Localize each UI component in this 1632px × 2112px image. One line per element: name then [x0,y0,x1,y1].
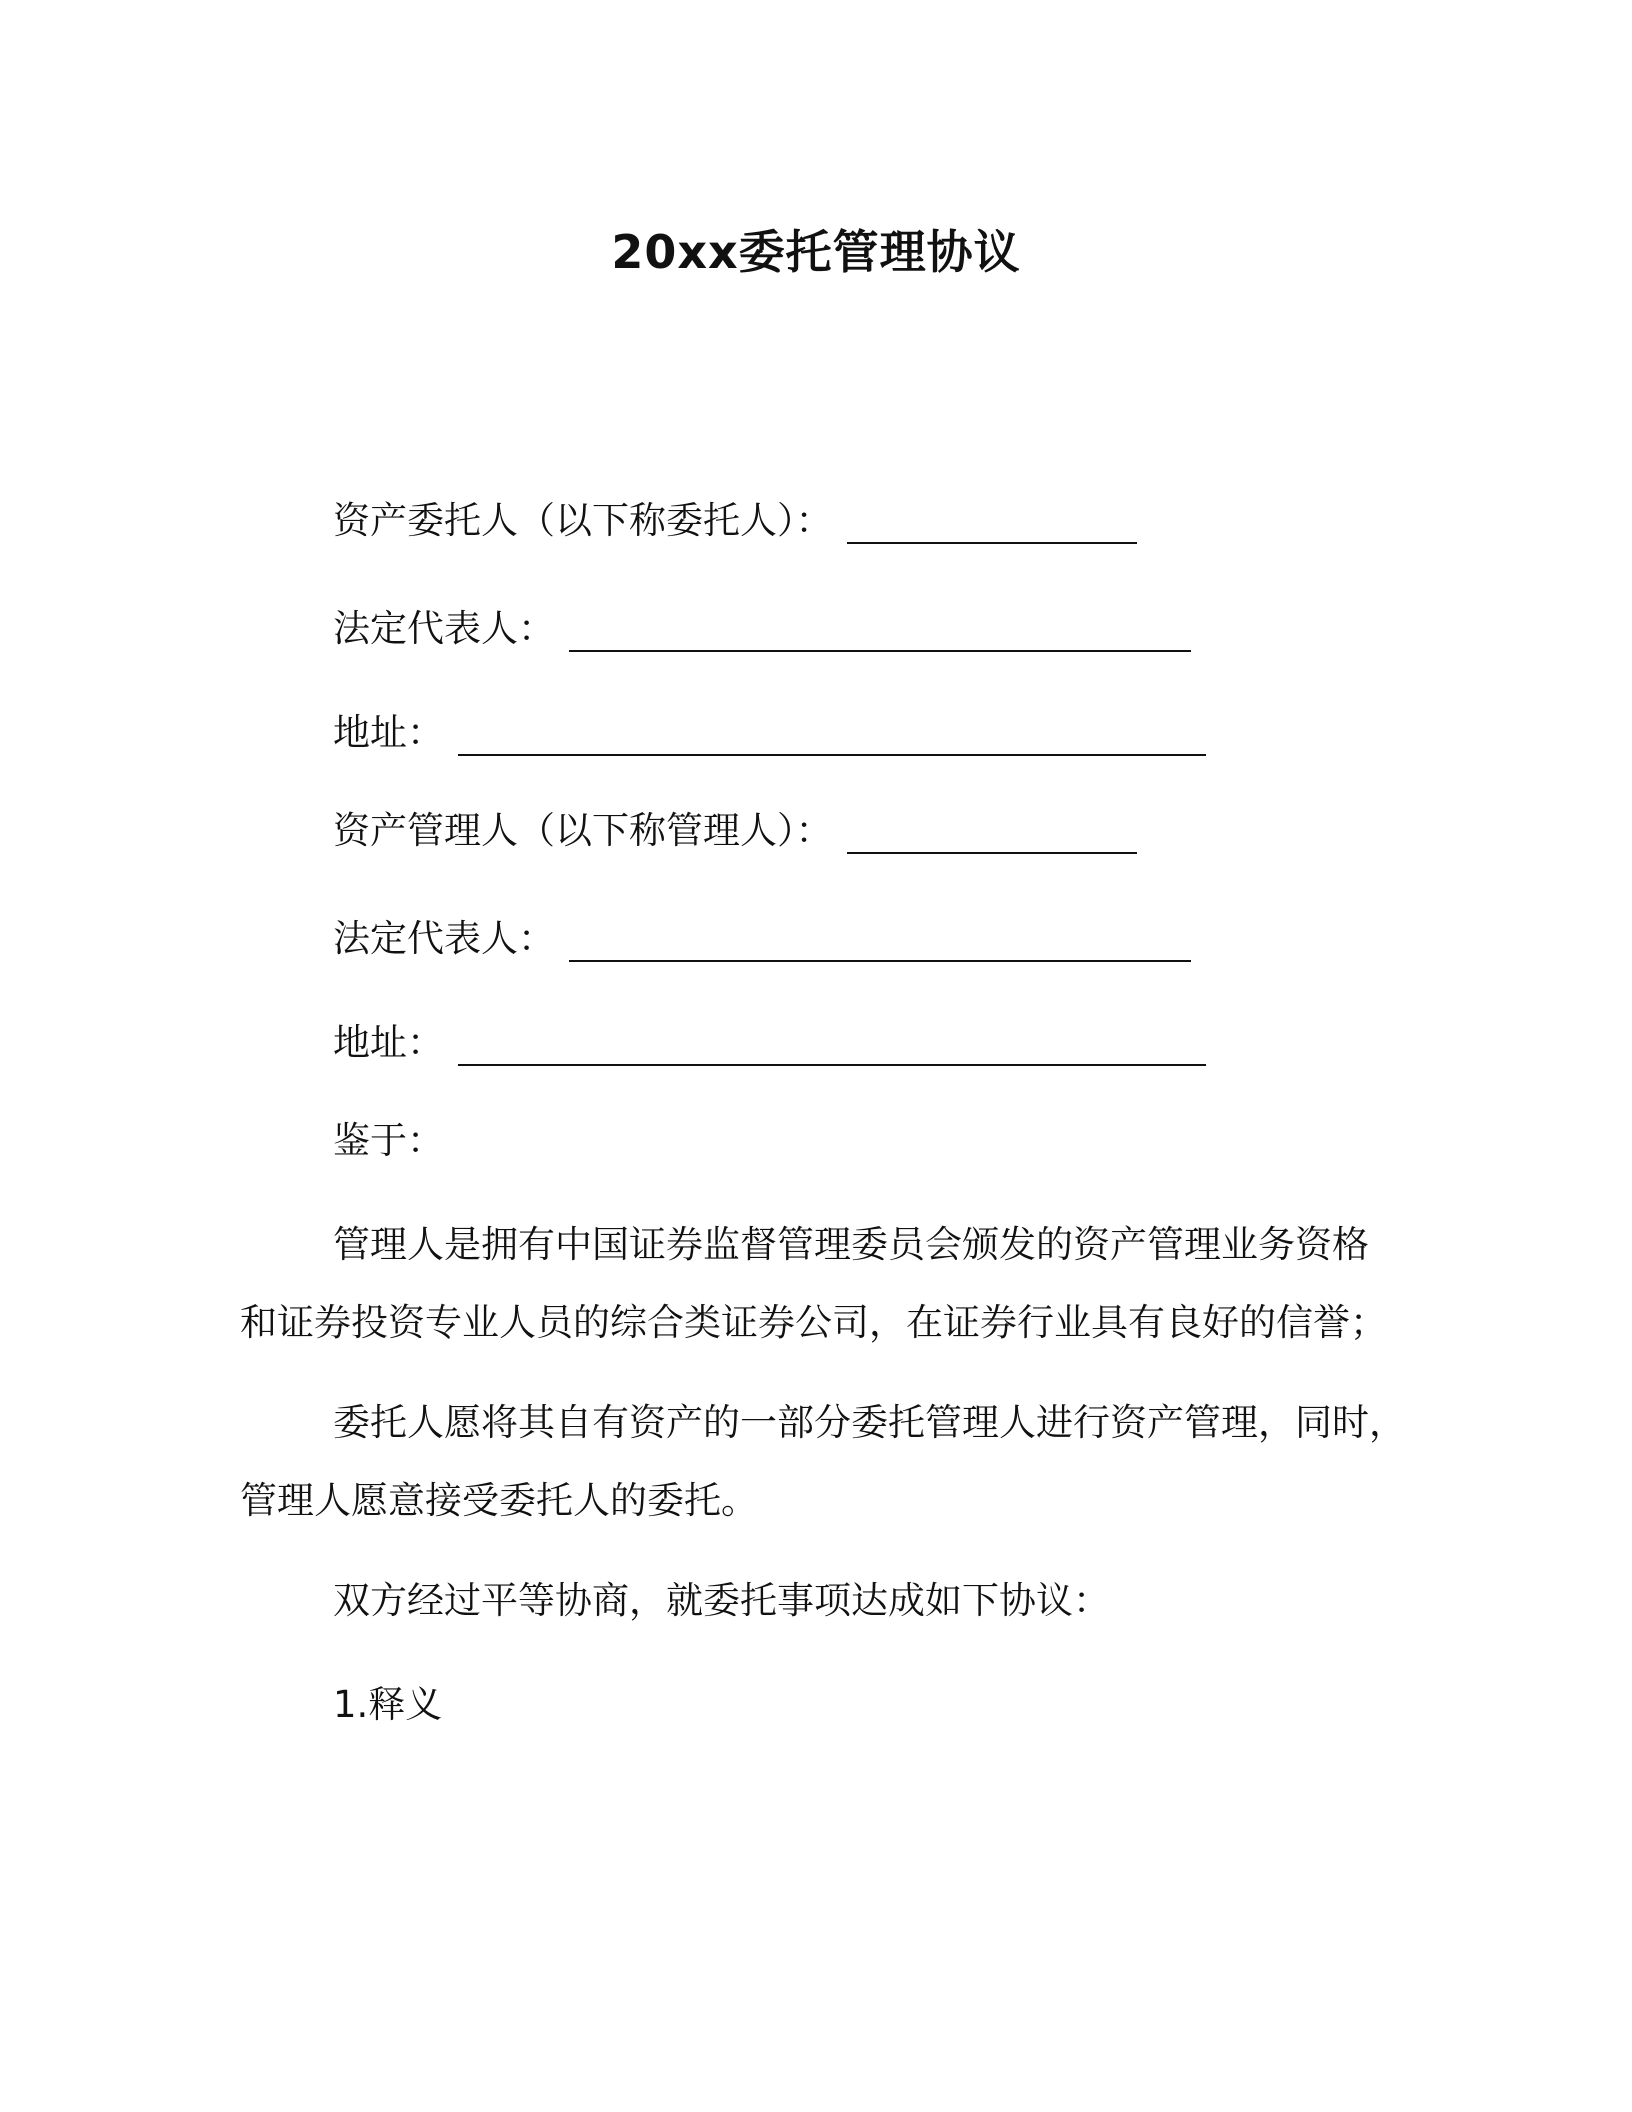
section-1-heading: 1.释义 [333,1683,443,1726]
entrustor-blank [847,502,1137,544]
recital-1-line-2: 和证券投资专业人员的综合类证券公司，在证券行业具有良好的信誉； [240,1301,1387,1344]
manager-address-field [333,1018,1206,1068]
entrustor-address-label: 地址： [333,711,444,754]
entrustor-address-field [333,708,1206,758]
manager-address-blank [458,1024,1206,1066]
entrustor-address-blank [458,714,1206,756]
entrustor-legal-rep-blank [569,610,1191,652]
entrustor-legal-rep-label: 法定代表人： [333,607,555,650]
recital-2-line-2: 管理人愿意接受委托人的委托。 [240,1479,758,1522]
entrustor-legal-rep-field [333,604,1191,654]
recital-1-line-1: 管理人是拥有中国证券监督管理委员会颁发的资产管理业务资格 [333,1223,1369,1266]
entrustor-label: 资产委托人（以下称委托人）： [333,499,833,542]
recital-2-line-1: 委托人愿将其自有资产的一部分委托管理人进行资产管理，同时， [333,1401,1406,1444]
manager-label: 资产管理人（以下称管理人）： [333,809,833,852]
manager-legal-rep-blank [569,920,1191,962]
agreement-intro: 双方经过平等协商，就委托事项达成如下协议： [333,1579,1110,1622]
manager-legal-rep-label: 法定代表人： [333,917,555,960]
manager-legal-rep-field [333,914,1191,964]
whereas-heading: 鉴于： [333,1119,444,1162]
manager-field [333,806,1137,856]
entrustor-field [333,496,1137,546]
document-title: 20xx委托管理协议 [611,225,1021,279]
manager-address-label: 地址： [333,1021,444,1064]
manager-blank [847,812,1137,854]
